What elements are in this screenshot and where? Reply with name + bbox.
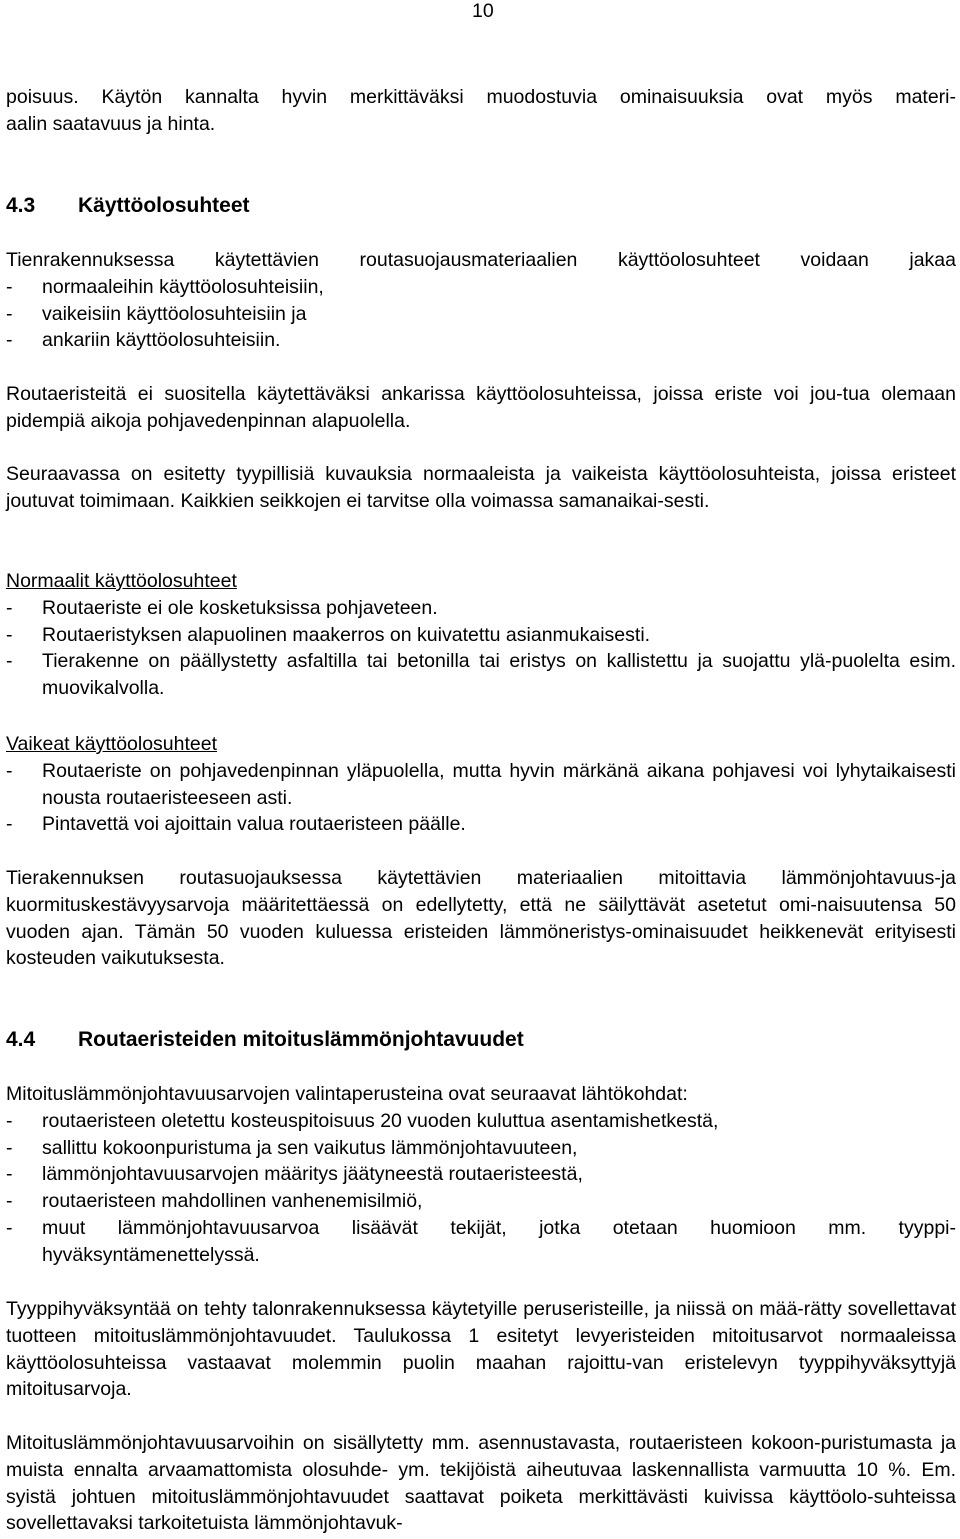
list-item: - muut lämmönjohtavuusarvoa lisäävät tekijät, jotka otetaan huomioon mm. tyyppi-hyväksyntämenettelyssä. bbox=[6, 1215, 956, 1269]
section-4-3-intro-block bbox=[6, 247, 956, 354]
paragraph-text: Routaeristeitä ei suositella käytettäväksi ankarissa käyttöolosuhteissa, joissa eriste voi jou-tua olemaan pidempiä aikoja pohjavedenpinnan alapuolella. bbox=[6, 383, 956, 432]
page-number: 10 bbox=[472, 0, 494, 22]
conditions-list bbox=[6, 274, 956, 354]
list-item: - sallittu kokoonpuristuma ja sen vaikutus lämmönjohtavuuteen, bbox=[6, 1135, 956, 1162]
list-item: - Routaeriste on pohjavedenpinnan yläpuolella, mutta hyvin märkänä aikana pohjavesi voi lyhytaikaisesti nousta routaeristeeseen asti. bbox=[6, 758, 956, 812]
list-item: - Routaeriste ei ole kosketuksissa pohjaveteen. bbox=[6, 595, 956, 622]
paragraph-text: Mitoituslämmönjohtavuusarvoihin on sisällytetty mm. asennustavasta, routaeristeen kokoon-puristumasta ja muista ennalta arvaamattomista olosuhde- ym. tekijöistä aiheutuvaa laskennallista varmuutta 10 %. Em. syistä johtuen mitoituslämmönjohtavuudet saattavat poiketa merkittävästi kuivissa käyttöolo-suhteissa sovellettavaksi tarkoitetuista lämmönjohtavuk- bbox=[6, 1432, 956, 1535]
paragraph-text: Tierakennuksen routasuojauksessa käytettävien materiaalien mitoittavia lämmönjohtavuus-ja kuormituskestävyysarvoja määritettäessä on edellytetty, että ne säilyttävät asetetut omi-naisuutensa 50 vuoden ajan. Tämän 50 vuoden kuluessa eristeiden lämmöneristys-ominaisuudet heikkenevät erityisesti kosteuden vaikutuksesta. bbox=[6, 867, 956, 970]
list-item: - Routaeristyksen alapuolinen maakerros on kuivatettu asianmukaisesti. bbox=[6, 622, 956, 649]
paragraph-text: Tyyppihyväksyntää on tehty talonrakennuksessa käytetyille peruseristeille, ja niissä on mää-rätty sovellettavat tuotteen mitoituslämmönjohtavuudet. Taulukossa 1 esitetyt levyeristeiden mitoitusarvot normaaleissa käyttöolosuhteissa vastaavat molemmin puolin maahan rajoittu-van eristelevyn tyyppihyväksyttyjä mitoitusarvoja. bbox=[6, 1298, 956, 1401]
list-item: - Pintavettä voi ajoittain valua routaeristeen päälle. bbox=[6, 811, 956, 838]
paragraph-harsh bbox=[6, 381, 956, 435]
hard-conditions-list bbox=[6, 758, 956, 838]
paragraph-safety-margin bbox=[6, 1430, 956, 1537]
section-4-3-heading bbox=[6, 193, 956, 220]
section-4-4-intro: Mitoituslämmönjohtavuusarvojen valintaperusteina ovat seuraavat lähtökohdat: bbox=[6, 1083, 688, 1105]
list-item: - Tierakenne on päällystetty asfaltilla tai betonilla tai eristys on kallistettu ja suojattu ylä-puolelta esim. muovikalvolla. bbox=[6, 648, 956, 702]
paragraph-durability bbox=[6, 865, 956, 972]
list-item: - vaikeisiin käyttöolosuhteisiin ja bbox=[6, 301, 956, 328]
intro-line-1: poisuus. Käytön kannalta hyvin merkittäväksi muodostuvia ominaisuuksia ovat myös materi- bbox=[6, 86, 956, 108]
section-4-3-intro: Tienrakennuksessa käytettävien routasuojausmateriaalien käyttöolosuhteet voidaan jakaa bbox=[6, 249, 956, 271]
paragraph-type-approval bbox=[6, 1296, 956, 1403]
hard-conditions-block bbox=[6, 731, 956, 838]
intro-line-2: aalin saatavuus ja hinta. bbox=[6, 112, 216, 135]
list-item: - lämmönjohtavuusarvojen määritys jäätyneestä routaeristeestä, bbox=[6, 1161, 956, 1188]
hard-conditions-heading: Vaikeat käyttöolosuhteet bbox=[6, 733, 218, 755]
section-4-4-title: Routaeristeiden mitoituslämmönjohtavuudet bbox=[78, 1028, 524, 1051]
section-4-4-heading bbox=[6, 1027, 956, 1054]
section-4-3-title: Käyttöolosuhteet bbox=[78, 194, 250, 217]
criteria-list bbox=[6, 1108, 956, 1269]
section-4-4-number: 4.4 bbox=[6, 1028, 36, 1051]
list-item: - normaaleihin käyttöolosuhteisiin, bbox=[6, 274, 956, 301]
list-item: - routaeristeen oletettu kosteuspitoisuus 20 vuoden kuluttua asentamishetkestä, bbox=[6, 1108, 956, 1135]
normal-conditions-list bbox=[6, 595, 956, 702]
section-4-4-intro-block bbox=[6, 1081, 956, 1269]
list-item: - ankariin käyttöolosuhteisiin. bbox=[6, 327, 956, 354]
normal-conditions-block bbox=[6, 568, 956, 702]
section-4-3-number: 4.3 bbox=[6, 194, 36, 217]
intro-paragraph bbox=[6, 84, 956, 138]
normal-conditions-heading: Normaalit käyttöolosuhteet bbox=[6, 570, 237, 592]
paragraph-text: Seuraavassa on esitetty tyypillisiä kuvauksia normaaleista ja vaikeista käyttöolosuhteista, joissa eristeet joutuvat toimimaan. Kaikkien seikkojen ei tarvitse olla voimassa samanaikai-sesti. bbox=[6, 463, 956, 512]
paragraph-typical bbox=[6, 461, 956, 515]
list-item: - routaeristeen mahdollinen vanhenemisilmiö, bbox=[6, 1188, 956, 1215]
